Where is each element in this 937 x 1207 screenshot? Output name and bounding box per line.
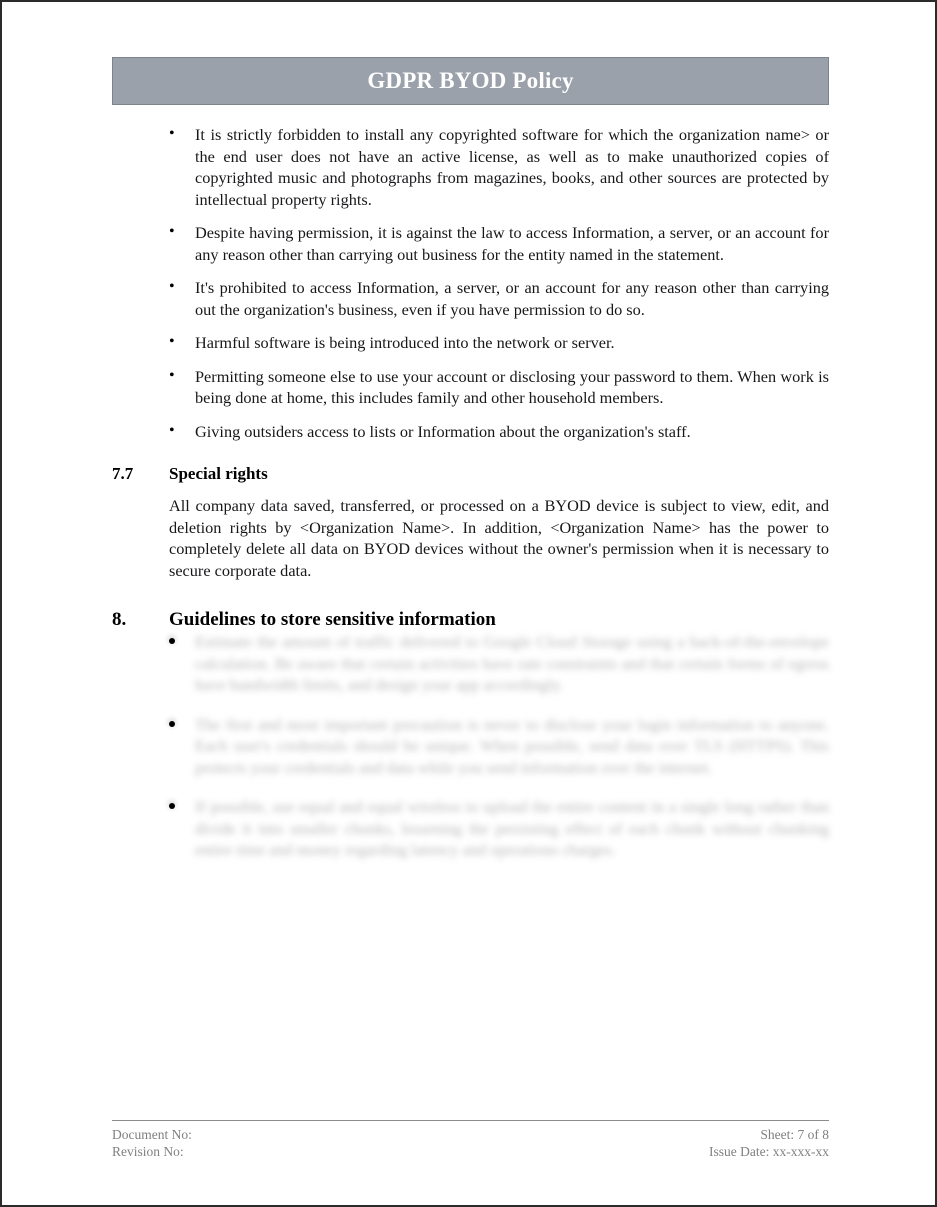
page-header-banner [112, 57, 829, 105]
section-number: 7.7 [112, 464, 134, 483]
footer-row-top [112, 1126, 829, 1143]
page-footer [112, 1120, 829, 1160]
page-title: GDPR BYOD Policy [367, 68, 574, 93]
revision-no-label: Revision No: [112, 1144, 184, 1159]
bullet-marker [169, 638, 175, 644]
issue-date-label: Issue Date: xx-xxx-xx [709, 1144, 829, 1159]
list-item: • It is strictly forbidden to install any copyrighted software for which the organization name> or the end user does not have an active license, as well as to make unauthorized copies of copyrighted music and photographs from magazines, books, and other sources are protected by intellectual property rights. [112, 124, 829, 210]
list-item: • It's prohibited to access Information, a server, or an account for any reason other than carrying out the organization's business, even if you have permission to do so. [112, 277, 829, 320]
section-number: 8. [112, 609, 127, 630]
section-title: Guidelines to store sensitive information [169, 609, 496, 630]
blurred-content-region [112, 631, 829, 861]
list-item: • If possible, use equal and equal wireless to upload the entire content in a single long rather than divide it into smaller chunks, lessening the persisting effect of each chunk without chunking entire time and money regarding latency and operations charges. [112, 796, 829, 861]
list-item: • Despite having permission, it is against the law to access Information, a server, or an account for any reason other than carrying out business for the entity named in the statement. [112, 222, 829, 265]
list-item: • Harmful software is being introduced into the network or server. [112, 332, 829, 354]
section-title: Special rights [169, 464, 268, 483]
section-7-7-paragraph: All company data saved, transferred, or processed on a BYOD device is subject to view, edit, and deletion rights by <Organization Name>. In addition, <Organization Name> has the power to completely delete all data on BYOD devices without the owner's permission when it is necessary to secure corporate data. [169, 496, 829, 580]
list-item: • Giving outsiders access to lists or Information about the organization's staff. [112, 421, 829, 443]
footer-divider [112, 1120, 829, 1121]
list-item: • Estimate the amount of traffic delivered to Google Cloud Storage using a back-of-the-envelope calculation. Be aware that certain activities have rate constraints and that certain forms of egress have bandwidth limits, and design your app accordingly. [112, 631, 829, 696]
list-item: • The first and most important precaution is never to disclose your login information to anyone. Each user's credentials should be unique. When possible, send data over TLS (HTTPS). This protects your credentials and data while you send information over the internet. [112, 714, 829, 779]
sheet-number-label: Sheet: 7 of 8 [760, 1127, 829, 1142]
document-no-label: Document No: [112, 1127, 192, 1142]
bullet-marker [169, 803, 175, 809]
section-heading-7-7 [112, 464, 829, 484]
list-item: • Permitting someone else to use your account or disclosing your password to them. When work is being done at home, this includes family and other household members. [112, 366, 829, 409]
footer-row-bottom [112, 1143, 829, 1160]
policy-bullet-list [112, 124, 829, 442]
section-heading-8 [112, 609, 829, 631]
bullet-marker [169, 721, 175, 727]
guidelines-bullet-list [112, 631, 829, 861]
page-body [112, 124, 829, 879]
